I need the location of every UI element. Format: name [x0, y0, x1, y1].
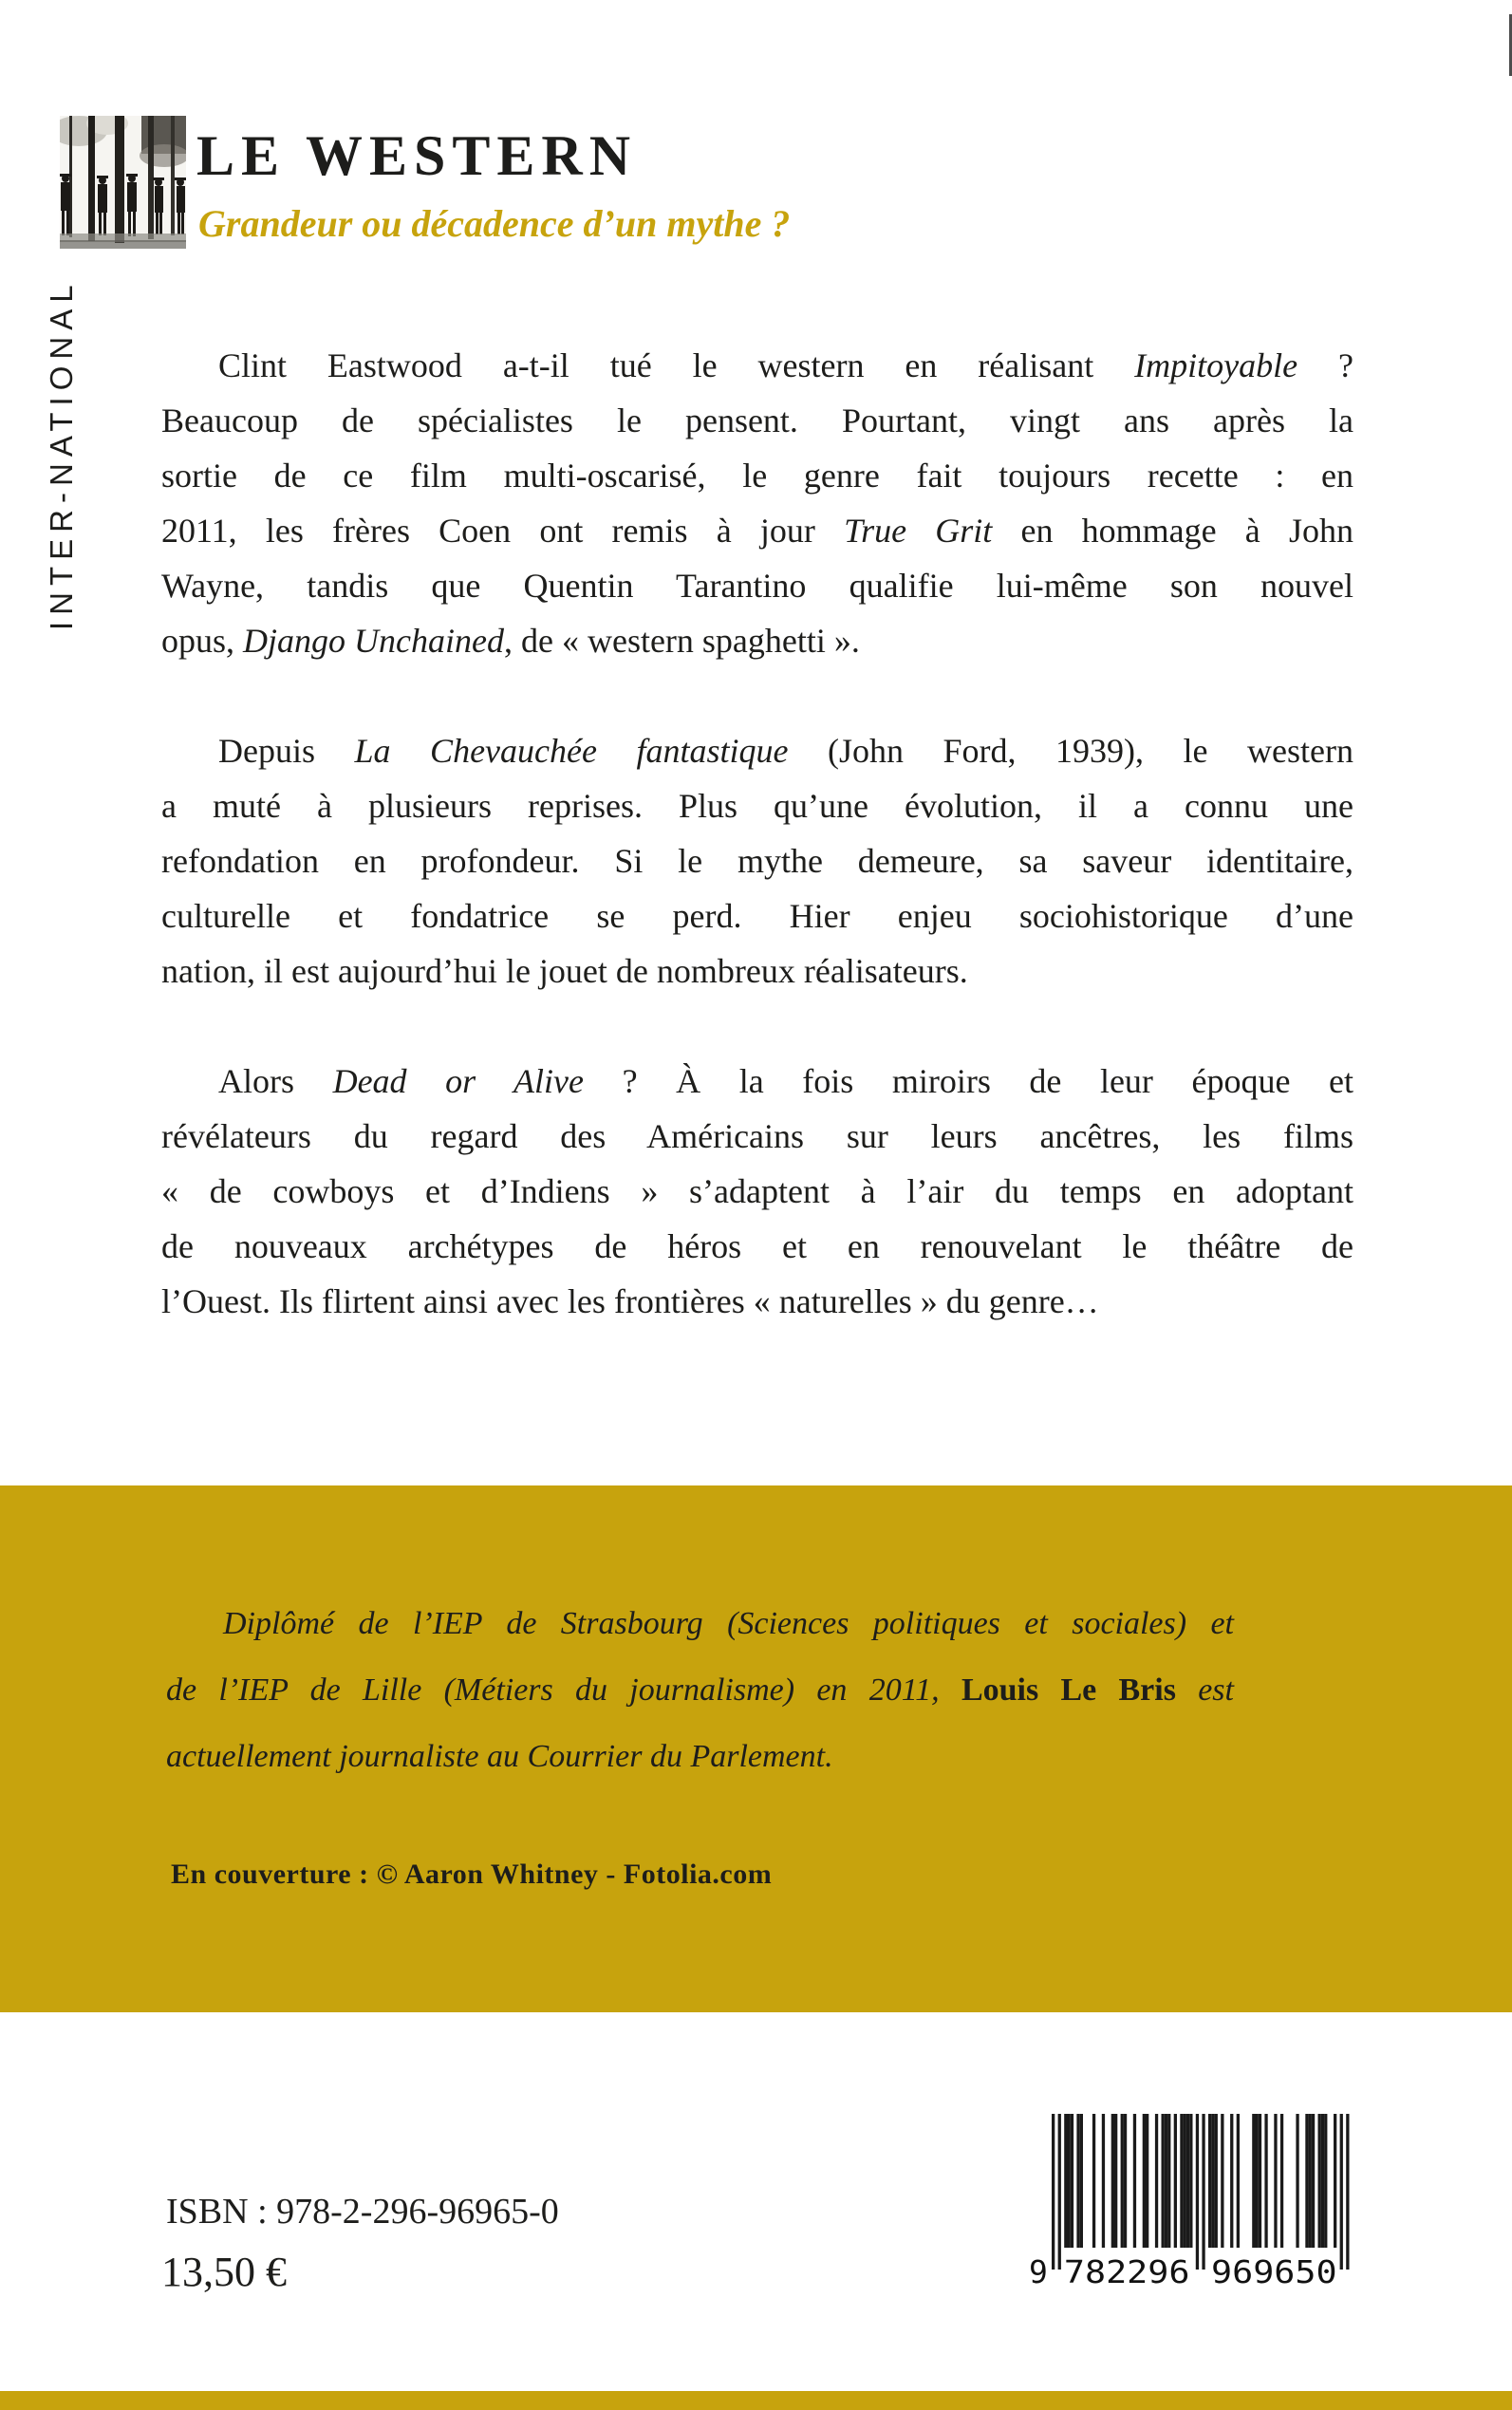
- synopsis-paragraph-1: [161, 338, 1353, 668]
- text-line: Wayne, tandis que Quentin Tarantino qualifie lui-même son nouvel: [161, 567, 1353, 605]
- text-line: a muté à plusieurs reprises. Plus qu’une évolution, il a connu une: [161, 787, 1353, 825]
- text-line: de l’IEP de Lille (Métiers du journalisme) en 2011, Louis Le Bris est: [166, 1672, 1234, 1708]
- svg-text:969650: 969650: [1211, 2253, 1337, 2287]
- price-text: 13,50 €: [161, 2249, 287, 2295]
- synopsis-paragraph-3: [161, 1054, 1353, 1329]
- isbn-text: ISBN : 978-2-296-96965-0: [166, 2192, 559, 2232]
- text-line: opus, Django Unchained, de « western spaghetti ».: [161, 622, 860, 660]
- author-bio: [166, 1591, 1234, 1790]
- synopsis: [161, 338, 1353, 1384]
- svg-text:782296: 782296: [1063, 2253, 1190, 2287]
- text-line: Diplômé de l’IEP de Strasbourg (Sciences politiques et sociales) et: [223, 1606, 1234, 1641]
- text-line: Depuis La Chevauchée fantastique (John Ford, 1939), le western: [218, 732, 1354, 770]
- text-line: Clint Eastwood a-t-il tué le western en réalisant Impitoyable ?: [218, 346, 1353, 384]
- text-line: refondation en profondeur. Si le mythe demeure, sa saveur identitaire,: [161, 842, 1353, 880]
- text-line: nation, il est aujourd’hui le jouet de nombreux réalisateurs.: [161, 952, 968, 990]
- ean13-barcode: [1029, 2114, 1355, 2291]
- text-line: sortie de ce film multi-oscarisé, le genre fait toujours recette : en: [161, 457, 1353, 495]
- cover-thumbnail-art: [60, 116, 186, 249]
- bottom-gold-strip: [0, 2391, 1512, 2410]
- text-line: révélateurs du regard des Américains sur leurs ancêtres, les films: [161, 1117, 1353, 1155]
- synopsis-paragraph-2: [161, 723, 1353, 999]
- text-line: actuellement journaliste au Courrier du Parlement.: [166, 1739, 833, 1774]
- ean13-barcode-svg: [1029, 2114, 1355, 2287]
- text-line: 2011, les frères Coen ont remis à jour True Grit en hommage à John: [161, 512, 1353, 550]
- text-line: de nouveaux archétypes de héros et en renouvelant le théâtre de: [161, 1227, 1353, 1265]
- text-line: culturelle et fondatrice se perd. Hier enjeu sociohistorique d’une: [161, 897, 1353, 935]
- svg-text:9: 9: [1029, 2253, 1048, 2287]
- text-line: « de cowboys et d’Indiens » s’adaptent à l’air du temps en adoptant: [161, 1172, 1353, 1210]
- cover-credit: En couverture : © Aaron Whitney - Fotolia.com: [171, 1859, 773, 1890]
- book-title: LE WESTERN: [196, 124, 638, 187]
- text-line: Beaucoup de spécialistes le pensent. Pourtant, vingt ans après la: [161, 402, 1353, 439]
- text-line: l’Ouest. Ils flirtent ainsi avec les frontières « naturelles » du genre…: [161, 1282, 1099, 1320]
- book-subtitle: Grandeur ou décadence d’un mythe ?: [198, 202, 791, 245]
- text-line: Alors Dead or Alive ? À la fois miroirs de leur époque et: [218, 1062, 1353, 1100]
- collection-label-vertical: INTER-NATIONAL: [44, 278, 79, 630]
